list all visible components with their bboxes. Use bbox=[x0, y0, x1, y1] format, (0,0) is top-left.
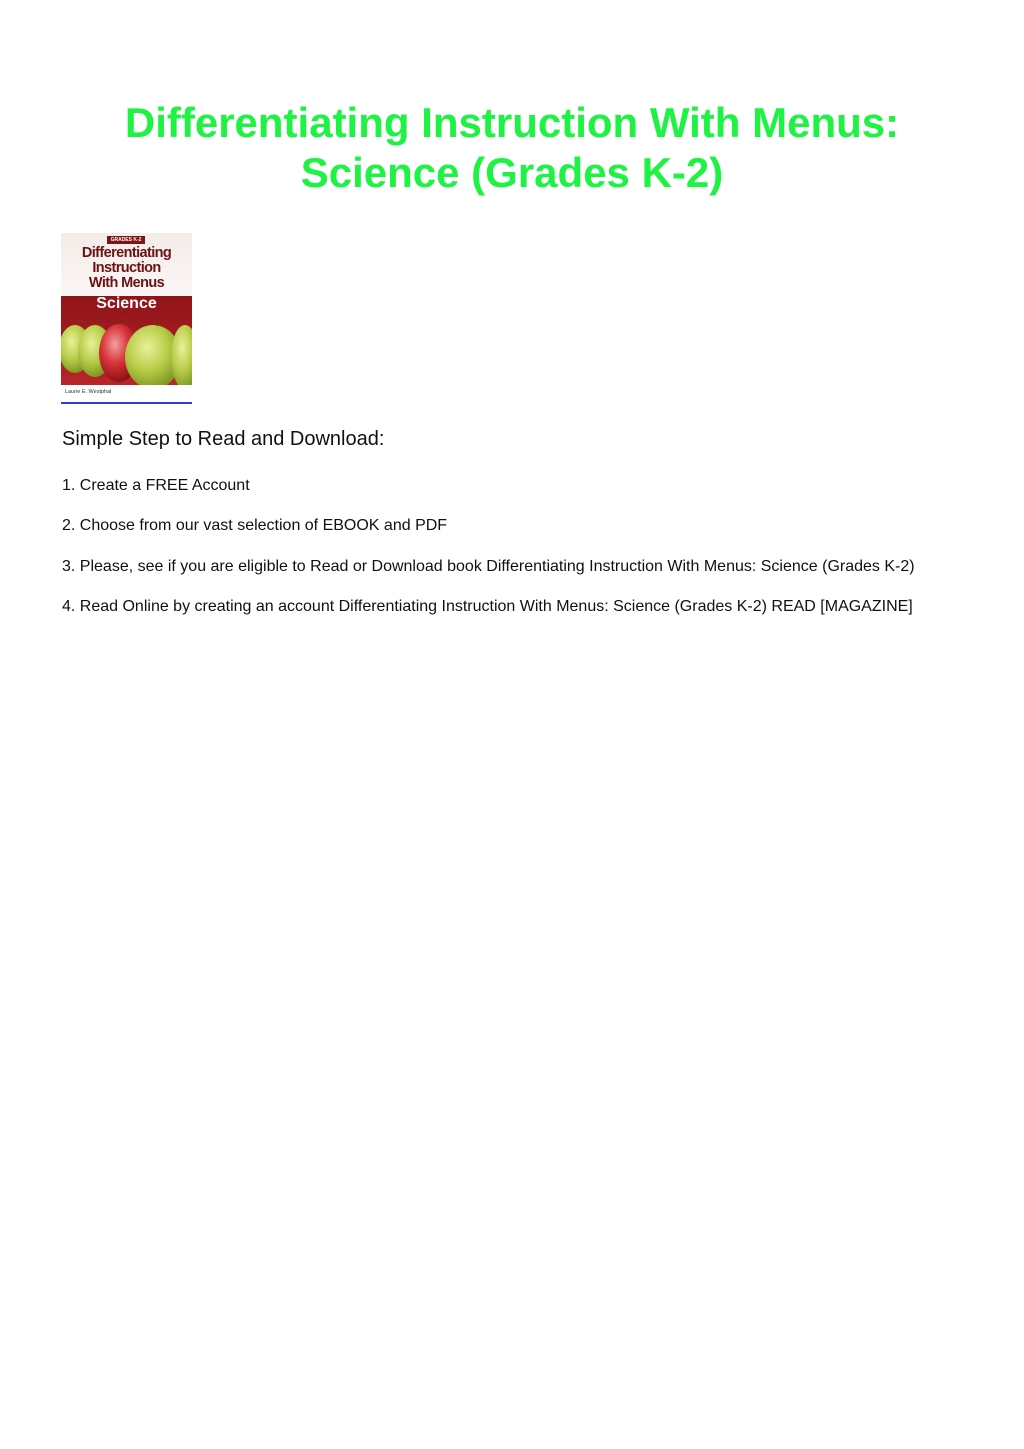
page-title bbox=[0, 98, 1024, 198]
cover-author: Laurie E. Westphal bbox=[65, 389, 112, 395]
page-title-line-1: Differentiating Instruction With Menus: bbox=[124, 99, 900, 146]
cover-apple-stem-2 bbox=[157, 321, 158, 326]
page-title-line-2: Science (Grades K-2) bbox=[300, 149, 724, 196]
cover-apple-stem bbox=[121, 319, 123, 324]
cover-apple-4 bbox=[171, 325, 192, 389]
cover-grade-badge: GRADES K-2 bbox=[107, 236, 145, 244]
cover-title bbox=[61, 246, 192, 291]
book-cover-image bbox=[61, 233, 192, 402]
step-item-2: 2. Choose from our vast selection of EBOOK and PDF bbox=[62, 517, 448, 534]
step-item-4: 4. Read Online by creating an account Differentiating Instruction With Menus: Science (Grades K-2) READ [MAGAZINE] bbox=[62, 598, 913, 615]
steps-heading: Simple Step to Read and Download: bbox=[62, 428, 385, 450]
cover-subject: Science bbox=[96, 295, 157, 312]
cover-apples-illustration bbox=[61, 315, 192, 389]
step-item-3: 3. Please, see if you are eligible to Read or Download book Differentiating Instruction With Menus: Science (Grades K-2) bbox=[62, 558, 915, 575]
cover-title-line-2: Instruction bbox=[92, 260, 161, 276]
cover-title-line-3: With Menus bbox=[88, 275, 165, 291]
book-cover-link[interactable] bbox=[61, 233, 192, 404]
step-item-1: 1. Create a FREE Account bbox=[62, 477, 250, 494]
cover-title-line-1: Differentiating bbox=[81, 245, 172, 261]
